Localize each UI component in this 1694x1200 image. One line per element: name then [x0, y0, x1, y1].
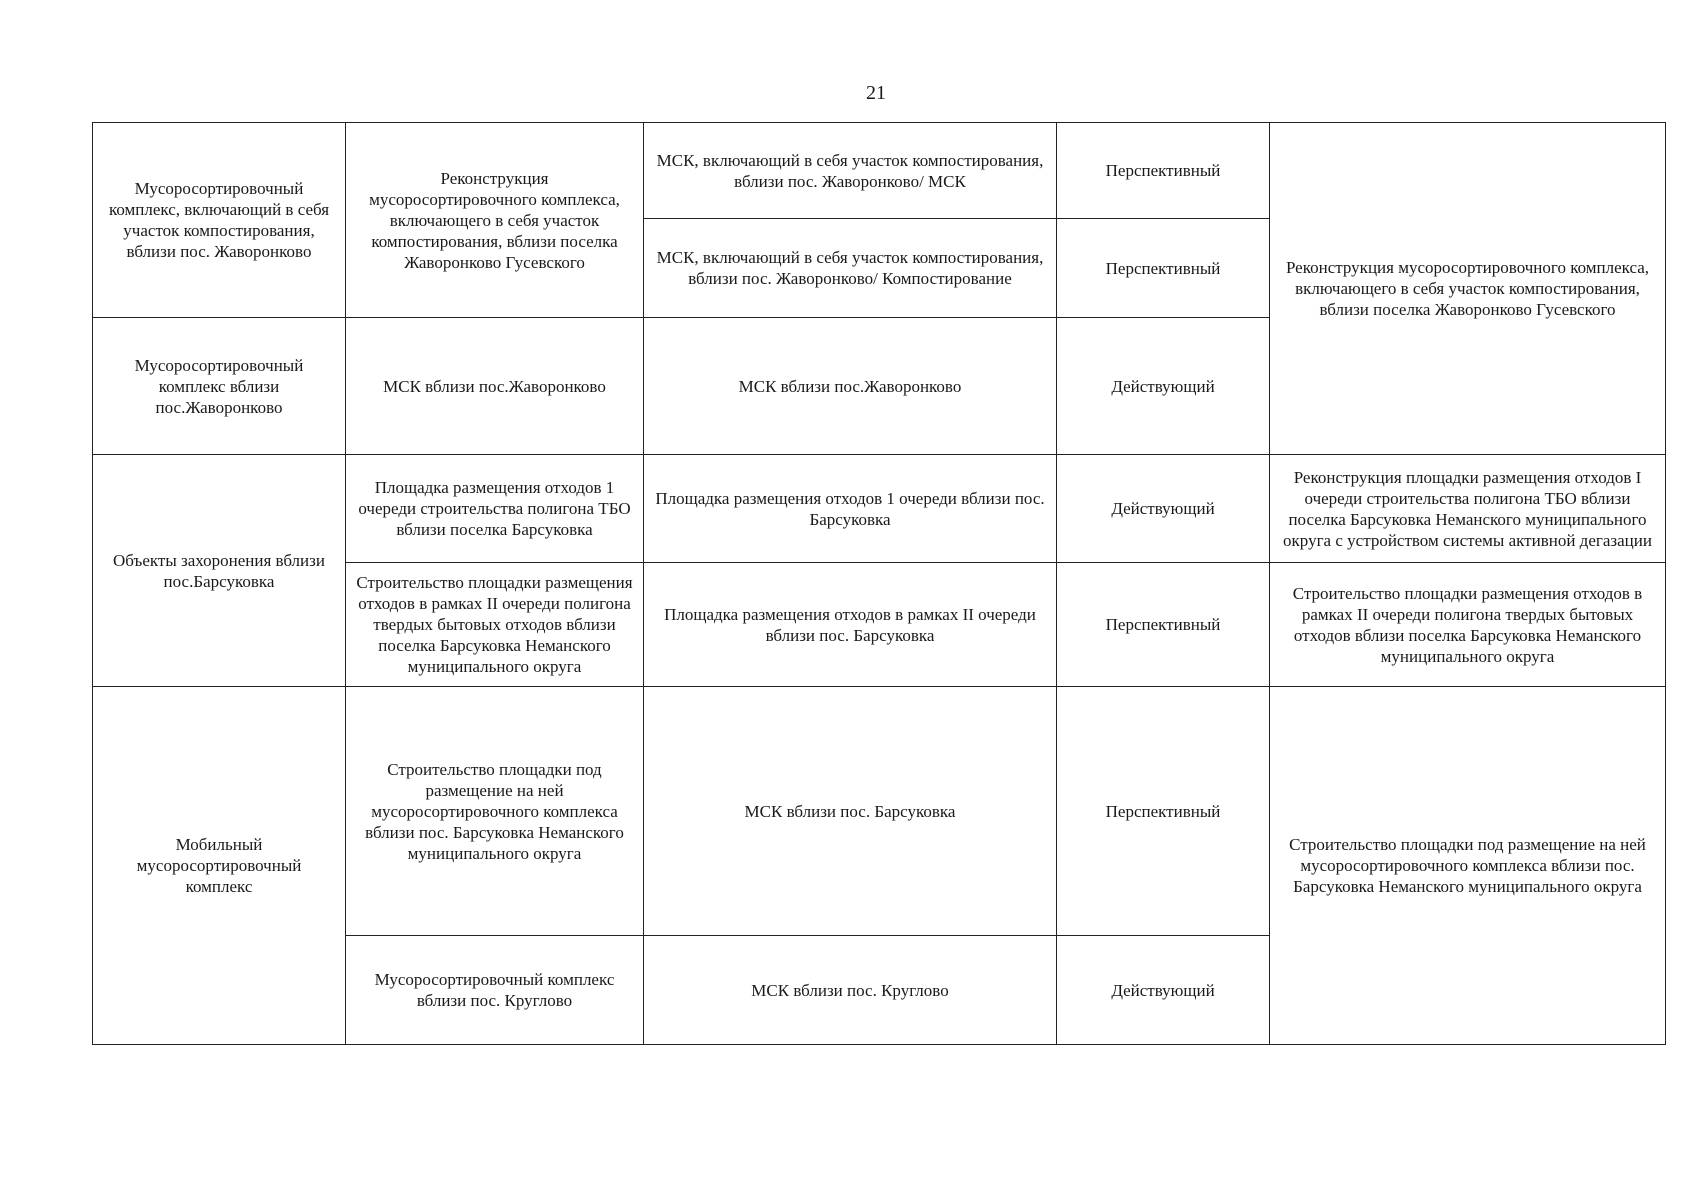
table-row: [93, 687, 1666, 936]
object-cell: Мобильный мусоросортировочный комплекс: [93, 687, 346, 1045]
event-cell: Строительство площадки под размещение на ней мусоросортировочного комплекса вблизи пос. Барсуковка Неманского муниципального округа: [1270, 687, 1666, 1045]
status-cell: Перспективный: [1057, 123, 1270, 219]
event-cell: Реконструкция мусоросортировочного комплекса, включающего в себя участок компостирования, вблизи поселка Жаворонково Гусевского: [1270, 123, 1666, 455]
measure-cell: Строительство площадки под размещение на ней мусоросортировочного комплекса вблизи пос. Барсуковка Неманского муниципального округа: [346, 687, 644, 936]
table-row: [93, 123, 1666, 219]
table-row: [93, 455, 1666, 563]
facility-cell: МСК, включающий в себя участок компостирования, вблизи пос. Жаворонково/ МСК: [644, 123, 1057, 219]
page-number: 21: [866, 82, 886, 104]
object-cell: Объекты захоронения вблизи пос.Барсуковка: [93, 455, 346, 687]
status-cell: Действующий: [1057, 936, 1270, 1045]
object-cell: Мусоросортировочный комплекс, включающий в себя участок компостирования, вблизи пос. Жаворонково: [93, 123, 346, 318]
status-cell: Действующий: [1057, 455, 1270, 563]
measure-cell: Мусоросортировочный комплекс вблизи пос. Круглово: [346, 936, 644, 1045]
event-cell: Строительство площадки размещения отходов в рамках II очереди полигона твердых бытовых отходов вблизи поселка Барсуковка Неманского муниципального округа: [1270, 563, 1666, 687]
facility-cell: МСК, включающий в себя участок компостирования, вблизи пос. Жаворонково/ Компостирование: [644, 219, 1057, 318]
facility-cell: МСК вблизи пос. Барсуковка: [644, 687, 1057, 936]
event-cell: Реконструкция площадки размещения отходов I очереди строительства полигона ТБО вблизи поселка Барсуковка Неманского муниципального округа с устройством системы активной дегазации: [1270, 455, 1666, 563]
measure-cell: Строительство площадки размещения отходов в рамках II очереди полигона твердых бытовых отходов вблизи поселка Барсуковка Неманского муниципального округа: [346, 563, 644, 687]
measure-cell: МСК вблизи пос.Жаворонково: [346, 318, 644, 455]
waste-facilities-table: [92, 122, 1666, 1045]
status-cell: Перспективный: [1057, 687, 1270, 936]
status-cell: Перспективный: [1057, 219, 1270, 318]
status-cell: Действующий: [1057, 318, 1270, 455]
facility-cell: МСК вблизи пос.Жаворонково: [644, 318, 1057, 455]
facility-cell: МСК вблизи пос. Круглово: [644, 936, 1057, 1045]
facility-cell: Площадка размещения отходов 1 очереди вблизи пос. Барсуковка: [644, 455, 1057, 563]
measure-cell: Реконструкция мусоросортировочного комплекса, включающего в себя участок компостирования, вблизи поселка Жаворонково Гусевского: [346, 123, 644, 318]
facility-cell: Площадка размещения отходов в рамках II очереди вблизи пос. Барсуковка: [644, 563, 1057, 687]
status-cell: Перспективный: [1057, 563, 1270, 687]
measure-cell: Площадка размещения отходов 1 очереди строительства полигона ТБО вблизи поселка Барсуковка: [346, 455, 644, 563]
object-cell: Мусоросортировочный комплекс вблизи пос.Жаворонково: [93, 318, 346, 455]
